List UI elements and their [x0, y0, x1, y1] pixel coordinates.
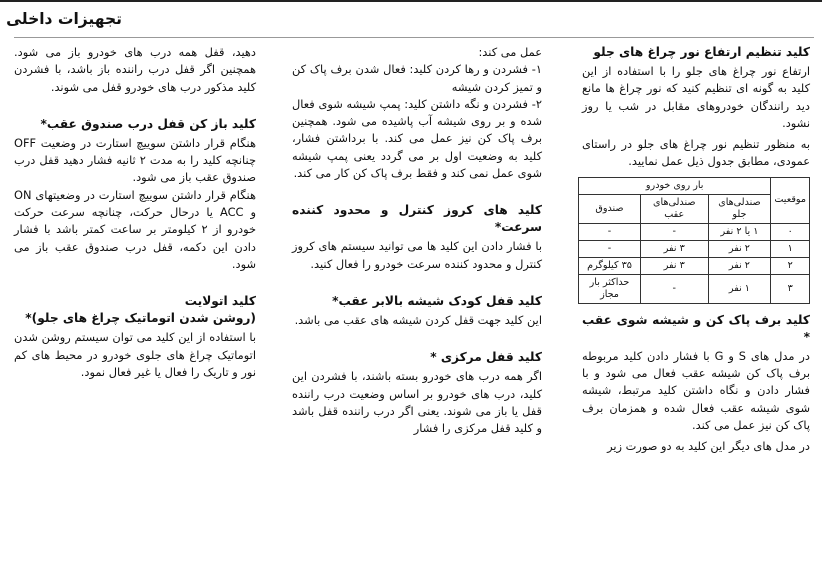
headlamp-load-table [578, 177, 810, 304]
top-rule [0, 0, 822, 2]
table-header-trunk: صندوق [579, 194, 641, 223]
table-cell-front: ۲ نفر [708, 257, 771, 274]
central-lock-text-continued: دهید، قفل همه درب های خودرو باز می شود. همچنین اگر قفل درب راننده باز باشد، با فشردن کلید مذکور درب های خودرو قفل می شوند. [14, 45, 256, 94]
title-divider [14, 37, 814, 38]
autolight-heading: کلید اتولایت [184, 294, 256, 309]
table-cell-trunk: ۳۵ کیلوگرم [579, 257, 641, 274]
cruise-control-text: با فشار دادن این کلید ها می توانید سیستم های کروز کنترل و محدود کننده سرعت خودرو را فعال کنید. [292, 239, 542, 271]
child-lock-text: این کلید جهت قفل کردن شیشه های عقب می باشد. [294, 312, 542, 327]
table-header-load: بار روی خودرو [579, 177, 771, 194]
table-cell-rear: - [641, 274, 709, 303]
table-row [579, 223, 810, 240]
table-header-rear: صندلی‌های عقب [641, 194, 709, 223]
headlamp-leveling-instruction: به منظور تنظیم نور چراغ های جلو در راستای عمودی، مطابق جدول ذیل عمل نمایید. [582, 137, 810, 169]
table-header-front: صندلی‌های جلو [708, 194, 771, 223]
table-cell-position: ۱ [771, 240, 810, 257]
table-cell-trunk: - [579, 240, 641, 257]
wiper-mode-2: ۲- فشردن و نگه داشتن کلید: پمپ شیشه شوی فعال شده و بر روی شیشه آب پاشیده می شود. همچنین برف پاک کن نیز عمل می کند. با برداشتن فشار، کلید به وضعیت اول بر می گردد یعنی پمپ شیشه شوی عمل نمی کند و فقط برف پاک کن کار می کند. [292, 96, 542, 181]
table-cell-trunk: حداکثر بار مجاز [579, 274, 641, 303]
trunk-release-heading: کلید باز کن قفل درب صندوق عقب* [40, 116, 256, 131]
table-cell-rear: ۳ نفر [641, 257, 709, 274]
table-cell-position: ۳ [771, 274, 810, 303]
table-cell-rear: ۳ نفر [641, 240, 709, 257]
rear-wiper-heading: کلید برف پاک کن و شیشه شوی عقب * [582, 312, 810, 344]
table-row [579, 240, 810, 257]
rear-wiper-text-continued: در مدل های دیگر این کلید به دو صورت زیر [607, 439, 810, 454]
cruise-control-heading: کلید های کروز کنترل و محدود کننده سرعت* [292, 203, 542, 235]
table-cell-position: ۰ [771, 223, 810, 240]
wiper-modes-intro: عمل می کند: [478, 45, 542, 59]
autolight-subheading: (روشن شدن اتوماتیک چراغ های جلو)* [25, 311, 256, 326]
table-cell-front: ۱ نفر [708, 274, 771, 303]
child-lock-heading: کلید قفل کودک شیشه بالابر عقب* [332, 293, 542, 308]
column-middle [292, 44, 542, 584]
headlamp-leveling-text: ارتفاع نور چراغ های جلو را با استفاده از این کلید به گونه ای تنظیم کنید که نور چراغ ها مانع دید رانندگان خودروهای مقابل در شب یا روز نشود. [582, 64, 810, 130]
table-header-position: موقعیت [771, 177, 810, 223]
column-right [582, 44, 810, 584]
page-title: تجهیزات داخلی [6, 10, 122, 28]
table-cell-trunk: - [579, 223, 641, 240]
table-cell-rear: - [641, 223, 709, 240]
table-cell-front: ۱ یا ۲ نفر [708, 223, 771, 240]
central-lock-heading: کلید قفل مرکزی * [430, 350, 542, 365]
trunk-release-text-on: هنگام قرار داشتن سوییچ استارت در وضعیتهای ON و ACC یا درحال حرکت، چنانچه سرعت حرکت خودرو از ۲ کیلومتر بر ساعت کمتر باشد با فشار دادن این دکمه، قفل درب صندوق عقب باز می شود. [14, 187, 257, 271]
central-lock-text: اگر همه درب های خودرو بسته باشند، با فشردن این کلید، درب های خودرو بر اساس وضعیت درب راننده قفل یا باز می شوند. یعنی اگر درب راننده قفل باشد و کلید قفل مرکزی را فشار [292, 369, 542, 436]
table-row [579, 274, 810, 303]
column-left [14, 44, 256, 584]
rear-wiper-text: در مدل های S و G با فشار دادن کلید مربوطه برف پاک کن شیشه عقب فعال می شود و با فشار دادن و نگاه داشتن کلید مرتبط، شیشه شوی شیشه عقب فعال شده و همزمان برف پاک کن نیز عمل می کند. [582, 348, 810, 432]
table-cell-position: ۲ [771, 257, 810, 274]
wiper-mode-1: ۱- فشردن و رها کردن کلید: فعال شدن برف پاک کن و تمیز کردن شیشه [292, 62, 542, 94]
autolight-text: با استفاده از این کلید می توان سیستم روشن شدن اتوماتیک چراغ های جلوی خودرو در محیط های کم نور و تاریک را فعال یا غیر فعال نمود. [14, 330, 256, 379]
table-row [579, 257, 810, 274]
trunk-release-text-off: هنگام قرار داشتن سوییچ استارت در وضعیت OFF چنانچه کلید را به مدت ۲ ثانیه فشار دهید قفل درب صندوق عقب باز می شود. [14, 135, 256, 185]
table-cell-front: ۲ نفر [708, 240, 771, 257]
headlamp-leveling-heading: کلید تنظیم ارتفاع نور چراغ های جلو [593, 45, 810, 59]
